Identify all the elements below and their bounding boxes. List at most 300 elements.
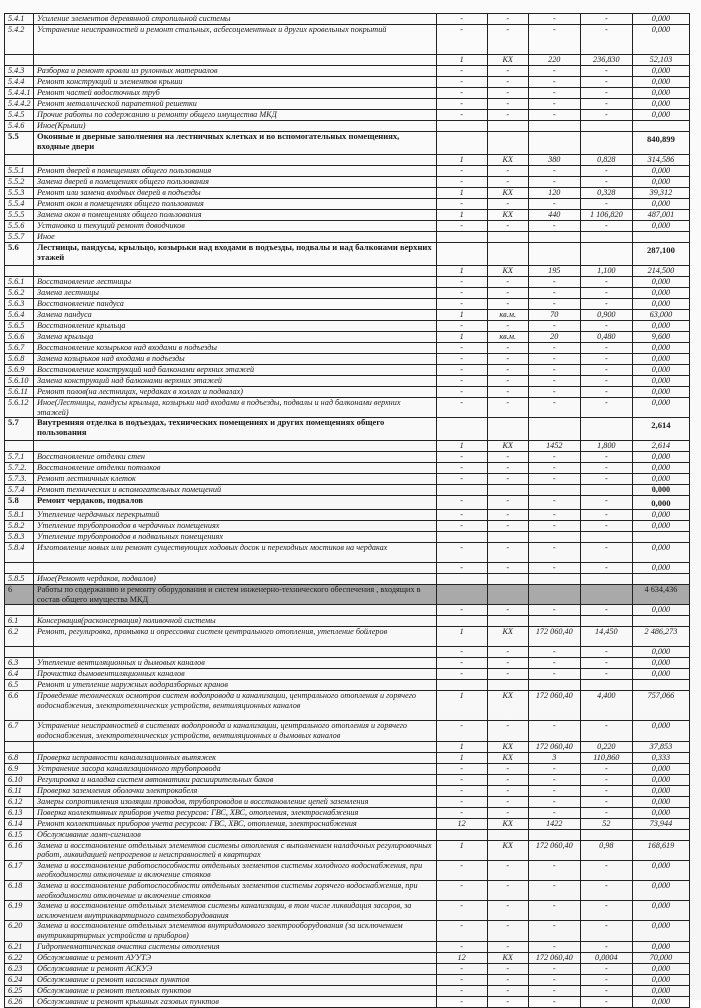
volume-cell	[528, 121, 580, 132]
item-code: 6.8	[5, 752, 34, 763]
cost-cell: 0,000	[632, 354, 689, 365]
unit-cell	[487, 485, 528, 496]
item-code: 5.6.9	[5, 365, 34, 376]
table-row	[5, 376, 690, 387]
volume-cell: -	[528, 963, 580, 974]
unit-cell: -	[487, 796, 528, 807]
table-row	[5, 510, 690, 521]
item-label: Обслуживание и ремонт тепловых пунктов	[34, 985, 437, 996]
unit-cell: КХ	[487, 210, 528, 221]
unit-cell	[487, 132, 528, 155]
cost-cell: 0,000	[632, 66, 689, 77]
quantity-cell	[436, 616, 487, 627]
item-label: Консервация(расконсервация) поливочной системы	[34, 616, 437, 627]
cost-cell: 0,000	[632, 199, 689, 210]
volume-cell: -	[528, 365, 580, 376]
quantity-cell: 1	[436, 332, 487, 343]
quantity-cell: 1	[436, 752, 487, 763]
quantity-cell: -	[436, 66, 487, 77]
table-row	[5, 188, 690, 199]
volume-cell: -	[528, 496, 580, 510]
volume-cell: -	[528, 387, 580, 398]
cost-cell: 63,000	[632, 310, 689, 321]
volume-cell: -	[528, 452, 580, 463]
quantity-cell	[436, 418, 487, 441]
cost-cell: 487,001	[632, 210, 689, 221]
rate-cell: -	[580, 860, 632, 880]
item-code: 6.11	[5, 785, 34, 796]
table-row	[5, 166, 690, 177]
item-label	[34, 55, 437, 66]
rate-cell: -	[580, 658, 632, 669]
cost-cell: 0,333	[632, 752, 689, 763]
item-code: 6.18	[5, 880, 34, 900]
unit-cell: -	[487, 474, 528, 485]
rate-cell: -	[580, 496, 632, 510]
cost-cell: 0,000	[632, 321, 689, 332]
item-code: 5.6.4	[5, 310, 34, 321]
table-row	[5, 221, 690, 232]
item-label: Обслуживание и ремонт крышных газовых пунктов	[34, 996, 437, 1007]
cost-cell: 0,000	[632, 474, 689, 485]
item-code: 5.7.3.	[5, 474, 34, 485]
unit-cell	[487, 232, 528, 243]
item-label: Замена и восстановление работоспособности отдельных элементов системы холодного водоснабжения, при необходимости отключение и включение стояков	[34, 860, 437, 880]
item-label: Разборка и ремонт кровли из рулонных материалов	[34, 66, 437, 77]
rate-cell: -	[580, 177, 632, 188]
item-code: 6.14	[5, 818, 34, 829]
rate-cell: -	[580, 510, 632, 521]
volume-cell: -	[528, 474, 580, 485]
table-row	[5, 232, 690, 243]
quantity-cell: 1	[436, 266, 487, 277]
rate-cell: -	[580, 474, 632, 485]
unit-cell: -	[487, 496, 528, 510]
item-code: 5.6.11	[5, 387, 34, 398]
quantity-cell: -	[436, 88, 487, 99]
unit-cell: кв.м.	[487, 310, 528, 321]
rate-cell: -	[580, 343, 632, 354]
cost-cell	[632, 616, 689, 627]
rate-cell: 0,900	[580, 310, 632, 321]
rate-cell: 14,450	[580, 627, 632, 647]
unit-cell: -	[487, 14, 528, 25]
quantity-cell: -	[436, 354, 487, 365]
unit-cell: -	[487, 985, 528, 996]
quantity-cell	[436, 574, 487, 585]
item-label: Утепление трубопроводов в подвальных помещениях	[34, 532, 437, 543]
rate-cell: 236,830	[580, 55, 632, 66]
table-row	[5, 299, 690, 310]
table-row	[5, 921, 690, 941]
item-code	[5, 741, 34, 752]
item-code	[5, 441, 34, 452]
quantity-cell: -	[436, 365, 487, 376]
volume-cell	[528, 485, 580, 496]
item-code: 6.15	[5, 829, 34, 840]
table-row	[5, 616, 690, 627]
cost-cell: 2,614	[632, 418, 689, 441]
cost-cell: 0,000	[632, 669, 689, 680]
item-label: Замена лестницы	[34, 288, 437, 299]
works-table	[4, 13, 690, 1008]
rate-cell: -	[580, 763, 632, 774]
item-label: Обслуживание и ремонт АСКУЭ	[34, 963, 437, 974]
volume-cell	[528, 616, 580, 627]
table-row	[5, 543, 690, 563]
volume-cell: 440	[528, 210, 580, 221]
table-row	[5, 14, 690, 25]
rate-cell: 110,860	[580, 752, 632, 763]
rate-cell	[580, 532, 632, 543]
item-code: 5.7.1	[5, 452, 34, 463]
cost-cell: 0,000	[632, 365, 689, 376]
item-label	[34, 605, 437, 616]
cost-cell: 0,000	[632, 543, 689, 563]
unit-cell: -	[487, 763, 528, 774]
item-label: Иное	[34, 232, 437, 243]
cost-cell: 0,000	[632, 647, 689, 658]
item-label: Проведение технических осмотров систем водопровода и канализации, центрального отопления и горячего водоснабжения, электротехнических устройств, вентиляционных каналов	[34, 691, 437, 721]
table-row	[5, 669, 690, 680]
cost-cell: 0,000	[632, 14, 689, 25]
rate-cell: -	[580, 288, 632, 299]
item-code: 5.6.3	[5, 299, 34, 310]
item-label: Ремонт окон в помещениях общего пользования	[34, 199, 437, 210]
table-row	[5, 88, 690, 99]
table-row	[5, 66, 690, 77]
rate-cell: -	[580, 785, 632, 796]
quantity-cell: 1	[436, 55, 487, 66]
item-label: Ремонт полов(на лестницах, чердаках в холлах и подвалах)	[34, 387, 437, 398]
item-label: Устранение неисправностей в системах водопровода и канализации, центрального отопления и горячего водоснабжения, электротехнических устройств, вентиляционных и дымовых каналов	[34, 721, 437, 741]
item-label: Внутренняя отделка в подъездах, технических помещениях и других помещениях общего пользования	[34, 418, 437, 441]
quantity-cell: -	[436, 563, 487, 574]
volume-cell: 172 060,40	[528, 627, 580, 647]
volume-cell: -	[528, 721, 580, 741]
unit-cell: -	[487, 354, 528, 365]
volume-cell	[528, 680, 580, 691]
table-row	[5, 99, 690, 110]
item-code: 5.8.1	[5, 510, 34, 521]
item-label: Замена пандуса	[34, 310, 437, 321]
quantity-cell: -	[436, 941, 487, 952]
cost-cell: 0,000	[632, 277, 689, 288]
item-label: Лестницы, пандусы, крыльцо, козырьки над входами в подъезды, подвалы и над балконами верхних этажей	[34, 243, 437, 266]
item-code: 5.5.3	[5, 188, 34, 199]
rate-cell: 1 106,820	[580, 210, 632, 221]
item-label	[34, 441, 437, 452]
quantity-cell: -	[436, 463, 487, 474]
volume-cell: 172 060,40	[528, 741, 580, 752]
volume-cell: 3	[528, 752, 580, 763]
volume-cell: 120	[528, 188, 580, 199]
rate-cell: -	[580, 88, 632, 99]
volume-cell: 195	[528, 266, 580, 277]
rate-cell	[580, 585, 632, 605]
unit-cell: -	[487, 221, 528, 232]
item-label: Замена козырьков над входами в подъезды	[34, 354, 437, 365]
table-row	[5, 496, 690, 510]
item-code	[5, 155, 34, 166]
cost-cell: 0,000	[632, 376, 689, 387]
table-row	[5, 485, 690, 496]
cost-cell: 0,000	[632, 605, 689, 616]
rate-cell: -	[580, 25, 632, 55]
unit-cell: -	[487, 510, 528, 521]
rate-cell: -	[580, 99, 632, 110]
unit-cell	[487, 243, 528, 266]
quantity-cell: -	[436, 921, 487, 941]
cost-cell: 214,500	[632, 266, 689, 277]
quantity-cell: -	[436, 321, 487, 332]
item-label: Устранение засора канализационного трубопровода	[34, 763, 437, 774]
quantity-cell: -	[436, 343, 487, 354]
rate-cell: -	[580, 963, 632, 974]
unit-cell: -	[487, 452, 528, 463]
quantity-cell: -	[436, 796, 487, 807]
item-label: Иное(Лестницы, пандусы крыльца, козырьки над входами в подъезды, подвалы и над балконами верхних этажей)	[34, 398, 437, 418]
cost-cell: 0,000	[632, 563, 689, 574]
cost-cell: 287,100	[632, 243, 689, 266]
cost-cell: 0,000	[632, 963, 689, 974]
quantity-cell: -	[436, 774, 487, 785]
quantity-cell: -	[436, 763, 487, 774]
rate-cell: -	[580, 452, 632, 463]
item-code: 5.5	[5, 132, 34, 155]
quantity-cell	[436, 243, 487, 266]
cost-cell: 37,853	[632, 741, 689, 752]
cost-cell	[632, 532, 689, 543]
item-code: 6.6	[5, 691, 34, 721]
volume-cell: -	[528, 510, 580, 521]
cost-cell: 840,899	[632, 132, 689, 155]
table-row	[5, 585, 690, 605]
item-code: 5.5.7	[5, 232, 34, 243]
volume-cell: -	[528, 77, 580, 88]
volume-cell: -	[528, 354, 580, 365]
volume-cell: -	[528, 785, 580, 796]
volume-cell: -	[528, 763, 580, 774]
rate-cell: -	[580, 199, 632, 210]
table-row	[5, 574, 690, 585]
table-row	[5, 77, 690, 88]
quantity-cell: -	[436, 521, 487, 532]
volume-cell: -	[528, 605, 580, 616]
quantity-cell: -	[436, 221, 487, 232]
item-label: Восстановление отделки стен	[34, 452, 437, 463]
item-code: 5.4.1	[5, 14, 34, 25]
item-label: Ремонт конструкций и элементов крыши	[34, 77, 437, 88]
item-label: Ремонт и утепление наружных водоразборных кранов	[34, 680, 437, 691]
rate-cell: -	[580, 774, 632, 785]
item-code: 5.8.5	[5, 574, 34, 585]
unit-cell: КХ	[487, 55, 528, 66]
unit-cell: КХ	[487, 752, 528, 763]
quantity-cell	[436, 585, 487, 605]
volume-cell: -	[528, 376, 580, 387]
cost-cell: 0,000	[632, 807, 689, 818]
quantity-cell: -	[436, 974, 487, 985]
item-label: Замеры сопротивления изоляции проводов, трубопроводов и восстановление цепей заземления	[34, 796, 437, 807]
cost-cell: 0,000	[632, 880, 689, 900]
rate-cell: -	[580, 221, 632, 232]
quantity-cell: -	[436, 860, 487, 880]
item-code: 6	[5, 585, 34, 605]
unit-cell: КХ	[487, 840, 528, 860]
rate-cell: -	[580, 807, 632, 818]
unit-cell: -	[487, 658, 528, 669]
quantity-cell: -	[436, 110, 487, 121]
volume-cell: -	[528, 166, 580, 177]
cost-cell: 0,000	[632, 985, 689, 996]
item-label: Установка и текущий ремонт доводчиков	[34, 221, 437, 232]
item-label: Проверка заземления оболочки электрокабеля	[34, 785, 437, 796]
volume-cell: -	[528, 985, 580, 996]
table-row	[5, 441, 690, 452]
unit-cell: кв.м.	[487, 332, 528, 343]
table-row	[5, 25, 690, 55]
table-row	[5, 398, 690, 418]
cost-cell: 0,000	[632, 166, 689, 177]
rate-cell	[580, 485, 632, 496]
item-label: Восстановление пандуса	[34, 299, 437, 310]
rate-cell: -	[580, 543, 632, 563]
rate-cell: 0,828	[580, 155, 632, 166]
item-label: Восстановление конструкций над балконами верхних этажей	[34, 365, 437, 376]
volume-cell	[528, 243, 580, 266]
cost-cell: 0,000	[632, 796, 689, 807]
cost-cell: 0,000	[632, 221, 689, 232]
volume-cell: -	[528, 921, 580, 941]
table-row	[5, 952, 690, 963]
item-code: 5.5.6	[5, 221, 34, 232]
item-label: Восстановление крыльца	[34, 321, 437, 332]
item-label: Ремонт лестничных клеток	[34, 474, 437, 485]
rate-cell: 0,0004	[580, 952, 632, 963]
rate-cell: -	[580, 941, 632, 952]
item-code	[5, 563, 34, 574]
quantity-cell: -	[436, 376, 487, 387]
rate-cell: -	[580, 166, 632, 177]
item-label	[34, 647, 437, 658]
rate-cell	[580, 243, 632, 266]
table-row	[5, 521, 690, 532]
table-row	[5, 243, 690, 266]
unit-cell: -	[487, 365, 528, 376]
item-code: 6.20	[5, 921, 34, 941]
volume-cell: -	[528, 880, 580, 900]
item-code: 5.6.8	[5, 354, 34, 365]
item-label: Ремонт чердаков, подвалов	[34, 496, 437, 510]
item-code: 6.23	[5, 963, 34, 974]
volume-cell	[528, 585, 580, 605]
rate-cell	[580, 132, 632, 155]
table-row	[5, 658, 690, 669]
table-row	[5, 563, 690, 574]
unit-cell	[487, 616, 528, 627]
unit-cell: -	[487, 77, 528, 88]
item-code: 5.7.4	[5, 485, 34, 496]
quantity-cell	[436, 485, 487, 496]
rate-cell	[580, 121, 632, 132]
volume-cell: -	[528, 996, 580, 1007]
item-label: Гидропневматическая очистка системы отопления	[34, 941, 437, 952]
quantity-cell	[436, 829, 487, 840]
item-label: Замена конструкций над балконами верхних этажей	[34, 376, 437, 387]
table-row	[5, 332, 690, 343]
rate-cell: -	[580, 321, 632, 332]
quantity-cell: 1	[436, 310, 487, 321]
item-code: 6.1	[5, 616, 34, 627]
rate-cell	[580, 232, 632, 243]
volume-cell: -	[528, 658, 580, 669]
volume-cell: 70	[528, 310, 580, 321]
quantity-cell: 12	[436, 952, 487, 963]
cost-cell: 0,000	[632, 774, 689, 785]
quantity-cell: 1	[436, 188, 487, 199]
item-code: 6.16	[5, 840, 34, 860]
quantity-cell: 1	[436, 840, 487, 860]
volume-cell	[528, 232, 580, 243]
quantity-cell: 1	[436, 691, 487, 721]
table-row	[5, 418, 690, 441]
item-label: Замена дверей в помещениях общего пользования	[34, 177, 437, 188]
rate-cell: -	[580, 974, 632, 985]
table-row	[5, 627, 690, 647]
volume-cell: -	[528, 288, 580, 299]
quantity-cell	[436, 680, 487, 691]
table-row	[5, 963, 690, 974]
cost-cell: 0,000	[632, 785, 689, 796]
item-code: 5.4.4.1	[5, 88, 34, 99]
item-code: 6.10	[5, 774, 34, 785]
rate-cell: 0,98	[580, 840, 632, 860]
quantity-cell: 1	[436, 741, 487, 752]
cost-cell: 52,103	[632, 55, 689, 66]
unit-cell: -	[487, 521, 528, 532]
table-row	[5, 829, 690, 840]
item-code: 5.6.2	[5, 288, 34, 299]
item-label: Утепление вентиляционных и дымовых каналов	[34, 658, 437, 669]
rate-cell: -	[580, 77, 632, 88]
rate-cell: -	[580, 901, 632, 921]
volume-cell: -	[528, 199, 580, 210]
cost-cell: 0,000	[632, 99, 689, 110]
table-row	[5, 818, 690, 829]
cost-cell: 0,000	[632, 901, 689, 921]
item-code: 6.9	[5, 763, 34, 774]
rate-cell: -	[580, 398, 632, 418]
cost-cell: 0,000	[632, 288, 689, 299]
item-label: Проверка исправности канализационных вытяжек	[34, 752, 437, 763]
volume-cell: 220	[528, 55, 580, 66]
item-label: Ремонт частей водосточных труб	[34, 88, 437, 99]
quantity-cell: -	[436, 647, 487, 658]
item-label: Восстановление козырьков над входами в подъезды	[34, 343, 437, 354]
cost-cell: 2 486,273	[632, 627, 689, 647]
volume-cell: -	[528, 807, 580, 818]
unit-cell: -	[487, 721, 528, 741]
rate-cell: -	[580, 721, 632, 741]
item-code: 5.4.6	[5, 121, 34, 132]
unit-cell: -	[487, 66, 528, 77]
item-code: 6.21	[5, 941, 34, 952]
cost-cell: 0,000	[632, 496, 689, 510]
table-row	[5, 840, 690, 860]
quantity-cell	[436, 132, 487, 155]
table-row	[5, 774, 690, 785]
